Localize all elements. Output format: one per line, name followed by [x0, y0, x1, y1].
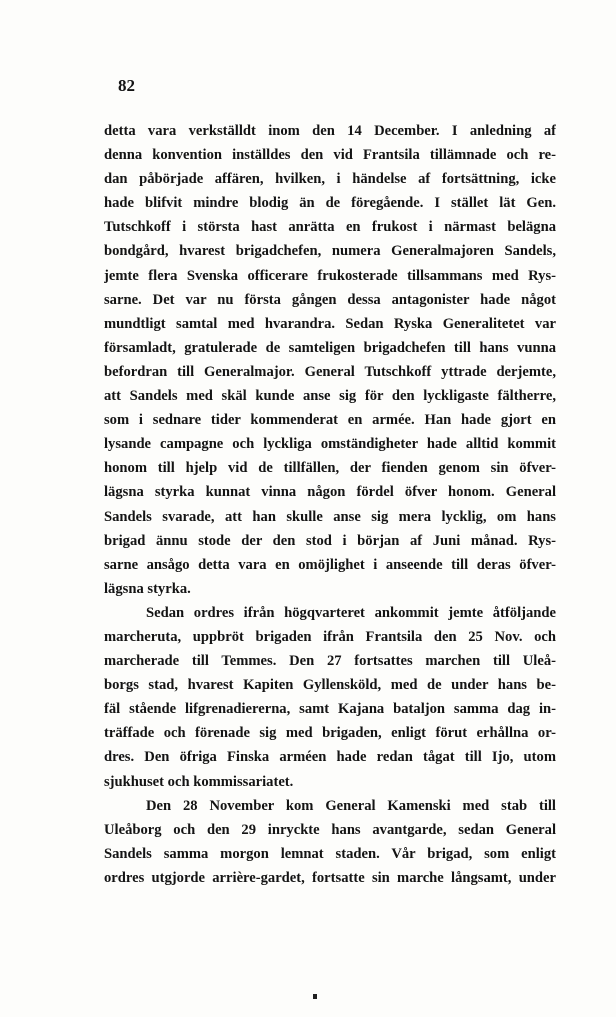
text-line: mundtligt samtal med hvarandra. Sedan Ryska Generalitetet var	[104, 315, 556, 332]
text-line: träffade och förenade sig med brigaden, enligt förut erhållna or-	[104, 725, 556, 742]
text-line: Uleåborg och den 29 inryckte hans avantgarde, sedan General	[104, 821, 556, 838]
text-line: Sedan ordres ifrån högqvarteret ankommit jemte åtföljande	[146, 604, 556, 621]
text-line: marcherade till Temmes. Den 27 fortsattes marchen till Uleå-	[104, 653, 556, 670]
text-line: hade blifvit mindre blodig än de föregående. I stället lät Gen.	[104, 195, 556, 212]
footer-ink-mark	[313, 994, 317, 999]
text-line: sarne. Det var nu första gången dessa antagonister hade något	[104, 291, 556, 308]
text-line: dres. Den öfriga Finska arméen hade redan tågat till Ijo, utom	[104, 749, 556, 766]
text-line: bondgård, hvarest brigadchefen, numera Generalmajoren Sandels,	[104, 243, 556, 260]
text-line: församladt, gratulerade de samteligen brigadchefen till hans vunna	[104, 339, 556, 356]
text-line: ordres utgjorde arrière-gardet, fortsatte sin marche långsamt, under	[104, 869, 556, 886]
paragraph-3	[104, 794, 556, 890]
text-line: jemte flera Svenska officerare frukosterade tillsammans med Rys-	[104, 267, 556, 284]
text-line: brigad ännu stode der den stod i början af Juni månad. Rys-	[104, 532, 556, 549]
text-line: Den 28 November kom General Kamenski med stab till	[146, 797, 556, 814]
text-line: fäl stående lifgrenadiererna, samt Kajana bataljon samma dag in-	[104, 701, 556, 718]
text-line: detta vara verkställdt inom den 14 December. I anledning af	[104, 123, 556, 139]
page-number: 82	[118, 76, 135, 95]
paragraph-1	[104, 119, 556, 601]
text-line: honom till hjelp vid de tillfällen, der fienden genom sin öfver-	[104, 460, 556, 477]
text-line: borgs stad, hvarest Kapiten Gyllensköld, med de under hans be-	[104, 677, 556, 694]
text-line: sarne ansågo detta vara en omöjlighet i anseende till deras öfver-	[104, 556, 556, 573]
text-line: att Sandels med skäl kunde anse sig för den lyckligaste fältherre,	[104, 388, 556, 405]
text-line: lysande campagne och lyckliga omständigheter hade alltid kommit	[104, 436, 556, 453]
text-line: denna konvention inställdes den vid Frantsila tillämnade och re-	[104, 147, 556, 164]
text-line: Tutschkoff i största hast anrätta en frukost i närmast belägna	[104, 219, 556, 236]
text-line: sjukhuset och kommissariatet.	[104, 773, 294, 790]
text-line: lägsna styrka kunnat vinna någon fördel öfver honom. General	[104, 484, 556, 501]
text-line: som i sednare tider kommenderat en armée. Han hade gjort en	[104, 412, 556, 429]
text-line: marcheruta, uppbröt brigaden ifrån Frantsila den 25 Nov. och	[104, 628, 556, 645]
text-line: dan påbörjade affären, hvilken, i händelse af fortsättning, icke	[104, 171, 556, 188]
text-line: lägsna styrka.	[104, 580, 191, 597]
text-line: Sandels svarade, att han skulle anse sig mera lycklig, om hans	[104, 508, 556, 525]
body-text	[104, 119, 556, 890]
paragraph-2	[104, 601, 556, 794]
text-line: befordran till Generalmajor. General Tutschkoff yttrade derjemte,	[104, 363, 556, 380]
text-line: Sandels samma morgon lemnat staden. Vår brigad, som enligt	[104, 845, 556, 862]
